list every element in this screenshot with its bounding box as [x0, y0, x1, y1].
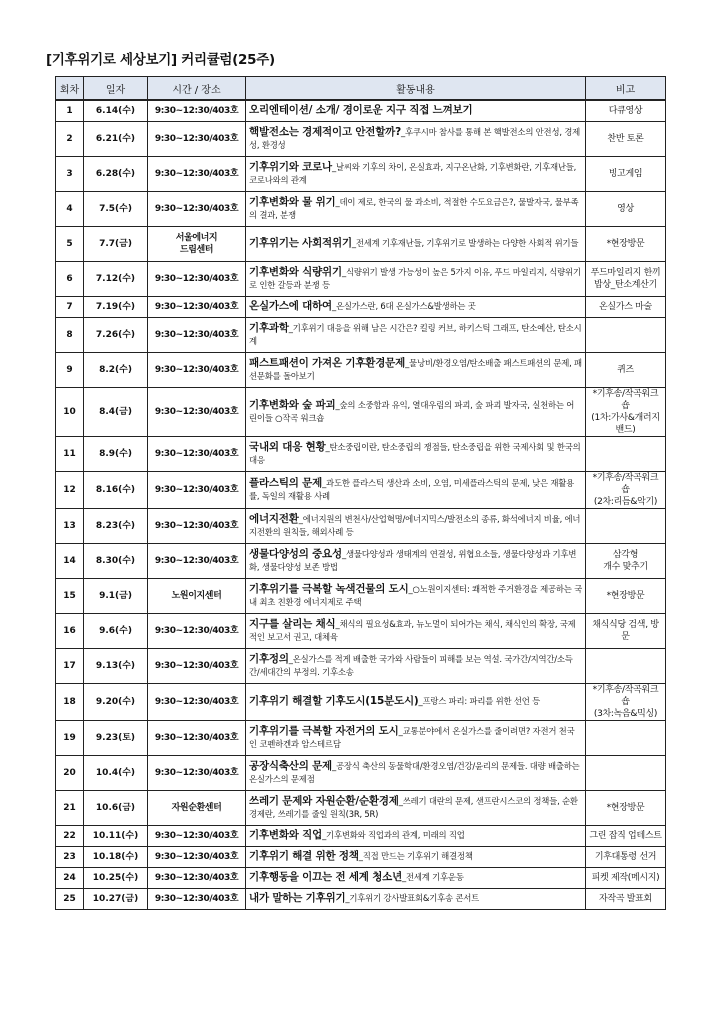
table-row: [56, 683, 666, 720]
activity-description: _온실가스를 적게 배출한 국가와 사람들이 피해를 보는 역설. 국가간/지역간/소득간/세대간의 부정의. 기후소송: [249, 653, 573, 677]
table-row: [56, 156, 666, 191]
session-number-cell: 15: [56, 578, 84, 613]
activity-cell: [246, 543, 586, 578]
date-cell: 9.6(수): [84, 613, 148, 648]
activity-title: 기후위기는 사회적위기: [249, 237, 352, 249]
date-cell: 8.30(수): [84, 543, 148, 578]
session-number-cell: 23: [56, 846, 84, 867]
time-place-cell: 9:30~12:30/403호: [148, 317, 246, 352]
table-row: [56, 100, 666, 121]
note-cell: 영상: [586, 191, 666, 226]
activity-cell: [246, 790, 586, 825]
date-cell: 7.5(수): [84, 191, 148, 226]
time-place-cell: 9:30~12:30/403호: [148, 296, 246, 317]
table-row: [56, 755, 666, 790]
table-row: [56, 508, 666, 543]
table-row: [56, 191, 666, 226]
time-place-cell: 9:30~12:30/403호: [148, 508, 246, 543]
time-place-cell: 9:30~12:30/403호: [148, 648, 246, 683]
table-row: [56, 261, 666, 296]
table-row: [56, 613, 666, 648]
time-place-cell: 9:30~12:30/403호: [148, 543, 246, 578]
activity-title: 기후과학: [249, 321, 289, 334]
activity-cell: [246, 755, 586, 790]
activity-title: 기후위기와 코로나: [249, 160, 332, 173]
date-cell: 10.25(수): [84, 867, 148, 888]
date-cell: 10.6(금): [84, 790, 148, 825]
activity-title: 국내외 대응 현황: [249, 440, 326, 453]
date-cell: 8.9(수): [84, 436, 148, 471]
activity-cell: [246, 825, 586, 846]
activity-title: 핵발전소는 경제적이고 안전할까?: [249, 125, 402, 138]
activity-description: _과도한 플라스틱 생산과 소비, 오염, 미세플라스틱의 문제, 낮은 재활용률, 독일의 재활용 사례: [249, 477, 575, 501]
note-cell: *현장방문: [586, 226, 666, 261]
activity-title: 기후위기 해결할 기후도시(15분도시): [249, 695, 419, 707]
activity-cell: [246, 471, 586, 508]
activity-title: 기후변화와 직업: [249, 829, 323, 841]
table-row: [56, 846, 666, 867]
activity-title: 기후변화와 물 위기: [249, 195, 336, 208]
session-number-cell: 20: [56, 755, 84, 790]
table-row: [56, 720, 666, 755]
header-time-place: 시간 / 장소: [148, 77, 246, 101]
date-cell: 9.20(수): [84, 683, 148, 720]
date-cell: 7.12(수): [84, 261, 148, 296]
time-place-cell: 9:30~12:30/403호: [148, 352, 246, 387]
session-number-cell: 24: [56, 867, 84, 888]
activity-description: _온실가스란, 6대 온실가스&발생하는 곳: [332, 301, 476, 311]
activity-description: _기후위기 강사발표회&기후송 콘서트: [345, 893, 480, 903]
activity-description: _교통분야에서 온실가스를 줄이려면? 자전거 천국인 코펜하겐과 암스테르담: [249, 725, 575, 749]
activity-description: _전세계 기후운동: [402, 872, 464, 882]
session-number-cell: 4: [56, 191, 84, 226]
date-cell: 6.21(수): [84, 121, 148, 156]
activity-description: _식량위기 발생 가능성이 높은 5가지 이유, 푸드 마일리지, 식량위기로 인한 갈등과 분쟁 등: [249, 266, 581, 290]
activity-description: _쓰레기 대란의 문제, 샌프란시스코의 정책들, 순환경제란, 쓰레기를 줄일 원칙(3R, 5R): [249, 795, 578, 819]
activity-cell: [246, 352, 586, 387]
activity-description: _프랑스 파리: 파리를 위한 선언 등: [418, 696, 541, 706]
note-cell: 퀴즈: [586, 352, 666, 387]
time-place-cell: 노원이지센터: [148, 578, 246, 613]
table-row: [56, 867, 666, 888]
time-place-cell: 9:30~12:30/403호: [148, 613, 246, 648]
note-cell: *기후송/작곡워크숍 (1차:가사&개러지밴드): [586, 387, 666, 436]
activity-title: 플라스틱의 문제: [249, 476, 323, 489]
session-number-cell: 17: [56, 648, 84, 683]
activity-description: _기후위기 대응을 위해 남은 시간은? 킬링 커브, 하키스틱 그래프, 탄소예산, 탄소시계: [249, 322, 582, 346]
time-place-cell: 9:30~12:30/403호: [148, 100, 246, 121]
activity-description: _물낭비/환경오염/탄소배출 패스트패션의 문제, 패션문화를 돌아보기: [249, 357, 582, 381]
activity-cell: [246, 317, 586, 352]
activity-cell: [246, 436, 586, 471]
date-cell: 9.23(토): [84, 720, 148, 755]
session-number-cell: 19: [56, 720, 84, 755]
activity-title: 기후정의: [249, 652, 289, 665]
activity-cell: [246, 846, 586, 867]
header-note: 비고: [586, 77, 666, 101]
date-cell: 8.4(금): [84, 387, 148, 436]
table-row: [56, 543, 666, 578]
activity-cell: [246, 156, 586, 191]
note-cell: 찬반 토론: [586, 121, 666, 156]
activity-title: 생물다양성의 중요성: [249, 547, 342, 560]
time-place-cell: 9:30~12:30/403호: [148, 191, 246, 226]
table-row: [56, 790, 666, 825]
table-row: [56, 121, 666, 156]
activity-title: 기후변화와 식량위기: [249, 265, 342, 278]
activity-title: 기후위기 해결 위한 정책: [249, 850, 359, 862]
note-cell: 기후대통령 선거: [586, 846, 666, 867]
date-cell: 8.2(수): [84, 352, 148, 387]
table-row: [56, 436, 666, 471]
activity-cell: [246, 613, 586, 648]
activity-cell: [246, 261, 586, 296]
session-number-cell: 1: [56, 100, 84, 121]
table-row: [56, 578, 666, 613]
table-row: [56, 296, 666, 317]
date-cell: 6.14(수): [84, 100, 148, 121]
table-row: [56, 471, 666, 508]
table-row: [56, 648, 666, 683]
activity-title: 내가 말하는 기후위기: [249, 892, 346, 904]
note-cell: 다큐영상: [586, 100, 666, 121]
time-place-cell: 9:30~12:30/403호: [148, 888, 246, 909]
date-cell: 9.1(금): [84, 578, 148, 613]
date-cell: 8.16(수): [84, 471, 148, 508]
activity-cell: [246, 578, 586, 613]
note-cell: 온실가스 마술: [586, 296, 666, 317]
date-cell: 10.27(금): [84, 888, 148, 909]
activity-description: _공장식 축산의 동물학대/환경오염/건강/윤리의 문제들. 대량 배출하는 온실가스의 문제점: [249, 760, 580, 784]
header-date: 일자: [84, 77, 148, 101]
note-cell: [586, 508, 666, 543]
note-cell: 삼각형 개수 맞추기: [586, 543, 666, 578]
session-number-cell: 6: [56, 261, 84, 296]
note-cell: *기후송/작곡워크숍 (3차:녹음&믹싱): [586, 683, 666, 720]
date-cell: 10.18(수): [84, 846, 148, 867]
activity-cell: [246, 720, 586, 755]
activity-description: _직접 만드는 기후위기 해결정책: [358, 851, 473, 861]
activity-title: 에너지전환: [249, 512, 299, 525]
session-number-cell: 22: [56, 825, 84, 846]
table-row: [56, 226, 666, 261]
session-number-cell: 8: [56, 317, 84, 352]
time-place-cell: 자원순환센터: [148, 790, 246, 825]
activity-cell: [246, 387, 586, 436]
time-place-cell: 9:30~12:30/403호: [148, 683, 246, 720]
activity-cell: [246, 226, 586, 261]
table-row: [56, 387, 666, 436]
page-title: [기후위기로 세상보기] 커리큘럼(25주): [46, 52, 275, 68]
session-number-cell: 16: [56, 613, 84, 648]
time-place-cell: 9:30~12:30/403호: [148, 755, 246, 790]
activity-title: 기후위기를 극복할 녹색건물의 도시: [249, 582, 409, 595]
session-number-cell: 10: [56, 387, 84, 436]
note-cell: 채식식당 검색, 방문: [586, 613, 666, 648]
curriculum-table: [55, 76, 666, 910]
time-place-cell: 9:30~12:30/403호: [148, 846, 246, 867]
activity-description: _생물다양성과 생태계의 연결성, 위협요소들, 생물다양성과 기후변화, 생물다양성 보존 방법: [249, 548, 577, 572]
note-cell: [586, 317, 666, 352]
session-number-cell: 13: [56, 508, 84, 543]
session-number-cell: 9: [56, 352, 84, 387]
activity-cell: [246, 121, 586, 156]
activity-title: 기후행동을 이끄는 전 세계 청소년: [249, 871, 403, 883]
time-place-cell: 9:30~12:30/403호: [148, 121, 246, 156]
session-number-cell: 5: [56, 226, 84, 261]
note-cell: [586, 648, 666, 683]
activity-cell: [246, 648, 586, 683]
time-place-cell: 9:30~12:30/403호: [148, 261, 246, 296]
note-cell: 그린 잡직 업테스트: [586, 825, 666, 846]
session-number-cell: 14: [56, 543, 84, 578]
activity-cell: [246, 683, 586, 720]
session-number-cell: 2: [56, 121, 84, 156]
time-place-cell: 9:30~12:30/403호: [148, 720, 246, 755]
note-cell: [586, 755, 666, 790]
session-number-cell: 7: [56, 296, 84, 317]
session-number-cell: 21: [56, 790, 84, 825]
header-activity: 활동내용: [246, 77, 586, 101]
activity-description: _기후변화와 직업과의 관계, 미래의 직업: [322, 830, 465, 840]
note-cell: 피켓 제작(메시지): [586, 867, 666, 888]
activity-title: 지구를 살리는 채식: [249, 617, 336, 630]
activity-cell: [246, 888, 586, 909]
session-number-cell: 18: [56, 683, 84, 720]
session-number-cell: 3: [56, 156, 84, 191]
note-cell: [586, 436, 666, 471]
activity-description: _데이 제로, 한국의 물 과소비, 적절한 수도요금은?, 물발자국, 물부족의 결과, 분쟁: [249, 196, 579, 220]
note-cell: 푸드마일리지 한끼 밥상_탄소계산기: [586, 261, 666, 296]
activity-description: _탄소중립이란, 탄소중립의 쟁점들, 탄소중립을 위한 국제사회 및 한국의 대응: [249, 441, 581, 465]
activity-title: 쓰레기 문제와 자원순환/순환경제: [249, 794, 399, 807]
activity-description: _에너지원의 변천사/산업혁명/에너지믹스/발전소의 종류, 화석에너지 비율, 에너지전환의 원칙들, 해외사례 등: [249, 513, 581, 537]
date-cell: 7.19(수): [84, 296, 148, 317]
date-cell: 6.28(수): [84, 156, 148, 191]
activity-description: _숲의 소중함과 유익, 열대우림의 파괴, 숲 파괴 발자국, 실천하는 어린이들 ○작곡 워크숍: [249, 399, 575, 423]
activity-description: _전세계 기후재난들, 기후위기로 발생하는 다양한 사회적 위기들: [351, 238, 579, 248]
header-session: 회차: [56, 77, 84, 101]
time-place-cell: 9:30~12:30/403호: [148, 387, 246, 436]
time-place-cell: 9:30~12:30/403호: [148, 471, 246, 508]
activity-description: _후쿠시마 참사를 통해 본 핵발전소의 안전성, 경제성, 환경성: [249, 126, 581, 150]
date-cell: 8.23(수): [84, 508, 148, 543]
session-number-cell: 12: [56, 471, 84, 508]
date-cell: 10.11(수): [84, 825, 148, 846]
date-cell: 10.4(수): [84, 755, 148, 790]
time-place-cell: 9:30~12:30/403호: [148, 825, 246, 846]
note-cell: *현장방문: [586, 578, 666, 613]
note-cell: 자작곡 발표회: [586, 888, 666, 909]
activity-cell: [246, 191, 586, 226]
activity-title: 기후위기를 극복할 자전거의 도시: [249, 724, 399, 737]
activity-description: _채식의 필요성&효과, 뉴노멀이 되어가는 채식, 채식인의 확장, 국제적인 보고서 권고, 대체육: [249, 618, 576, 642]
time-place-cell: 9:30~12:30/403호: [148, 436, 246, 471]
table-row: [56, 825, 666, 846]
date-cell: 7.7(금): [84, 226, 148, 261]
note-cell: 빙고게임: [586, 156, 666, 191]
activity-cell: [246, 296, 586, 317]
activity-description: _날씨와 기후의 차이, 온실효과, 지구온난화, 기후변화란, 기후재난들, 코로나와의 관계: [249, 161, 577, 185]
session-number-cell: 11: [56, 436, 84, 471]
activity-cell: [246, 508, 586, 543]
table-row: [56, 352, 666, 387]
activity-cell: [246, 867, 586, 888]
activity-title: 패스트패션이 가져온 기후환경문제: [249, 356, 406, 369]
activity-title: 온실가스에 대하여: [249, 300, 332, 312]
time-place-cell: 서울에너지 드림센터: [148, 226, 246, 261]
table-row: [56, 888, 666, 909]
table-row: [56, 317, 666, 352]
note-cell: *현장방문: [586, 790, 666, 825]
note-cell: *기후송/작곡워크숍 (2차:리듬&악기): [586, 471, 666, 508]
activity-title: 기후변화와 숲 파괴: [249, 398, 336, 411]
table-header-row: [56, 77, 666, 101]
activity-description: _○노원이지센터: 쾌적한 주거환경을 제공하는 국내 최초 친환경 에너지제로 주택: [249, 583, 582, 607]
time-place-cell: 9:30~12:30/403호: [148, 867, 246, 888]
session-number-cell: 25: [56, 888, 84, 909]
activity-title: 오리엔테이션/ 소개/ 경이로운 지구 직접 느껴보기: [249, 104, 473, 117]
note-cell: [586, 720, 666, 755]
date-cell: 7.26(수): [84, 317, 148, 352]
time-place-cell: 9:30~12:30/403호: [148, 156, 246, 191]
activity-cell: [246, 100, 586, 121]
date-cell: 9.13(수): [84, 648, 148, 683]
activity-title: 공장식축산의 문제: [249, 759, 332, 772]
